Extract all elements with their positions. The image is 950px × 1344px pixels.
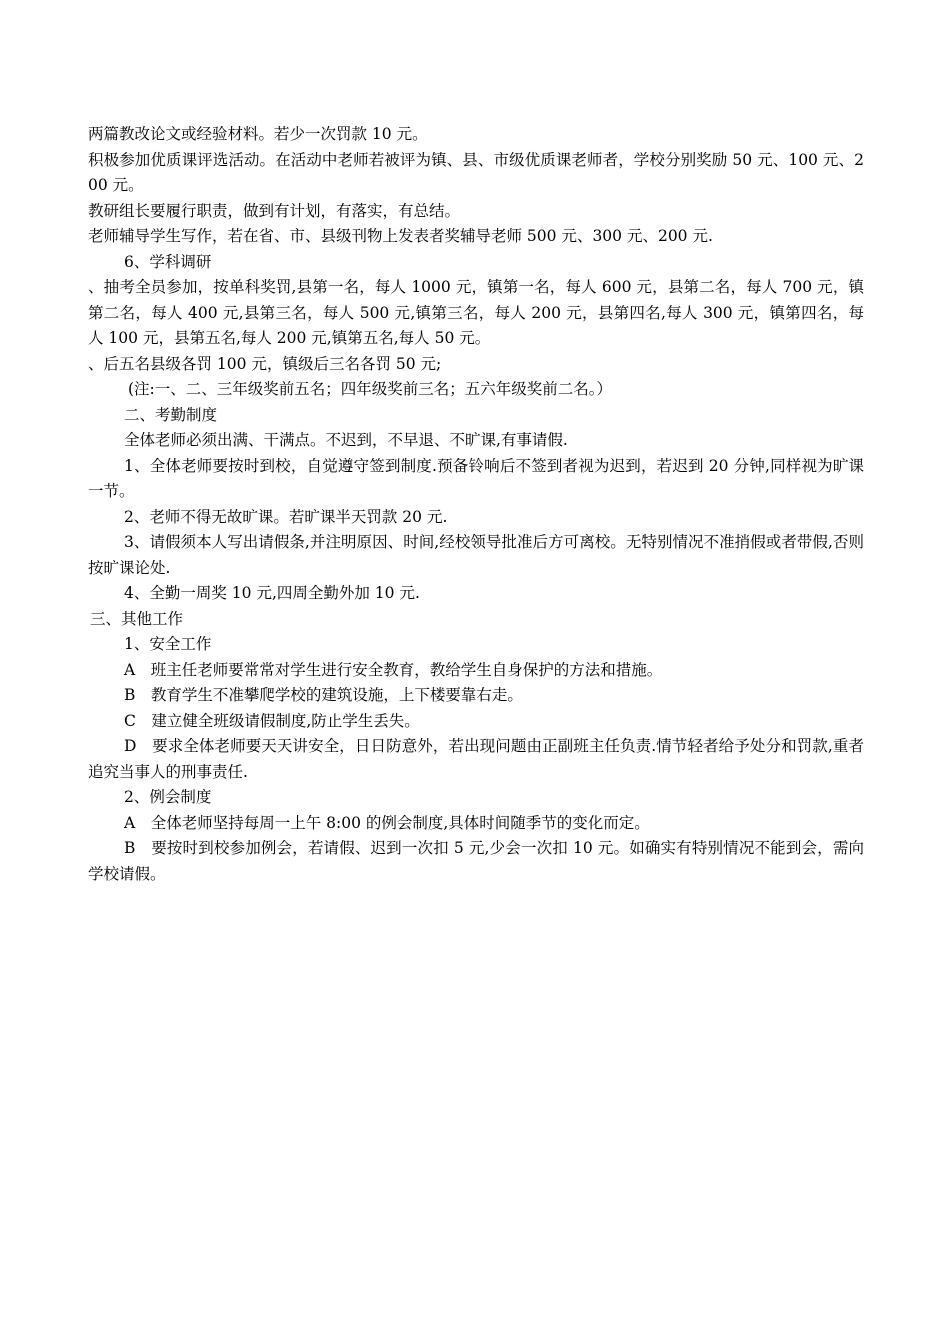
section-heading-attendance: 二、考勤制度: [124, 405, 218, 424]
paragraph-18: B 教育学生不准攀爬学校的建筑设施，上下楼要靠右走。: [124, 686, 523, 704]
paragraph-3: 教研组长要履行职责，做到有计划，有落实，有总结。: [88, 201, 461, 220]
document-page: [88, 122, 864, 887]
paragraph-22: A 全体老师坚持每周一上午 8:00 的例会制度,具体时间随季节的变化而定。: [124, 813, 650, 832]
subsection-heading-meeting: 2、例会制度: [124, 788, 212, 806]
paragraph-7: 、后五名县级各罚 100 元，镇级后三名各罚 50 元;: [88, 354, 442, 373]
paragraph-10: 全体老师必须出满、干满点。不迟到，不早退、不旷课,有事请假.: [124, 431, 568, 449]
paragraph-14: 4、全勤一周奖 10 元,四周全勤外加 10 元.: [124, 584, 420, 602]
paragraph-note: (注:一、二、三年级奖前五名；四年级奖前三名；五六年级奖前二名。）: [128, 380, 613, 398]
paragraph-12: 2、老师不得无故旷课。若旷课半天罚款 20 元.: [124, 507, 448, 526]
paragraph-1: 两篇教改论文或经验材料。若少一次罚款 10 元。: [88, 125, 428, 143]
paragraph-13: 3、请假须本人写出请假条,并注明原因、时间,经校领导批准后方可离校。无特别情况不准捎假或者带假,否则按旷课论处.: [88, 533, 864, 577]
subsection-heading-safety: 1、安全工作: [124, 635, 212, 653]
paragraph-11: 1、全体老师要按时到校，自觉遵守签到制度.预备铃响后不签到者视为迟到，若迟到 20 分钟,同样视为旷课一节。: [88, 456, 864, 500]
paragraph-2: 积极参加优质课评选活动。在活动中老师若被评为镇、县、市级优质课老师者，学校分别奖励 50 元、100 元、200 元。: [88, 150, 864, 194]
section-heading-other-work: 三、其他工作: [90, 609, 184, 628]
paragraph-4: 老师辅导学生写作，若在省、市、县级刊物上发表者奖辅导老师 500 元、300 元、200 元.: [88, 227, 713, 245]
paragraph-19: C 建立健全班级请假制度,防止学生丢失。: [124, 711, 420, 730]
section-heading-subject-survey: 6、学科调研: [124, 252, 212, 271]
paragraph-23: B 要按时到校参加例会，若请假、迟到一次扣 5 元,少会一次扣 10 元。如确实有特别情况不能到会，需向学校请假。: [88, 839, 864, 883]
paragraph-20: D 要求全体老师要天天讲安全，日日防意外，若出现问题由正副班主任负责.情节轻者给予处分和罚款,重者追究当事人的刑事责任.: [88, 737, 864, 781]
paragraph-6: 、抽考全员参加，按单科奖罚,县第一名，每人 1000 元，镇第一名，每人 600 元，县第二名，每人 700 元，镇第二名，每人 400 元,县第三名，每人 500 元,镇第三名，每人 200 元，县第四名,每人 300 元，镇第四名，每人 100 元，县第五名,每人 200 元,镇第五名,每人 50 元。: [88, 278, 864, 347]
paragraph-17: A 班主任老师要常常对学生进行安全教育，教给学生自身保护的方法和措施。: [124, 660, 663, 679]
